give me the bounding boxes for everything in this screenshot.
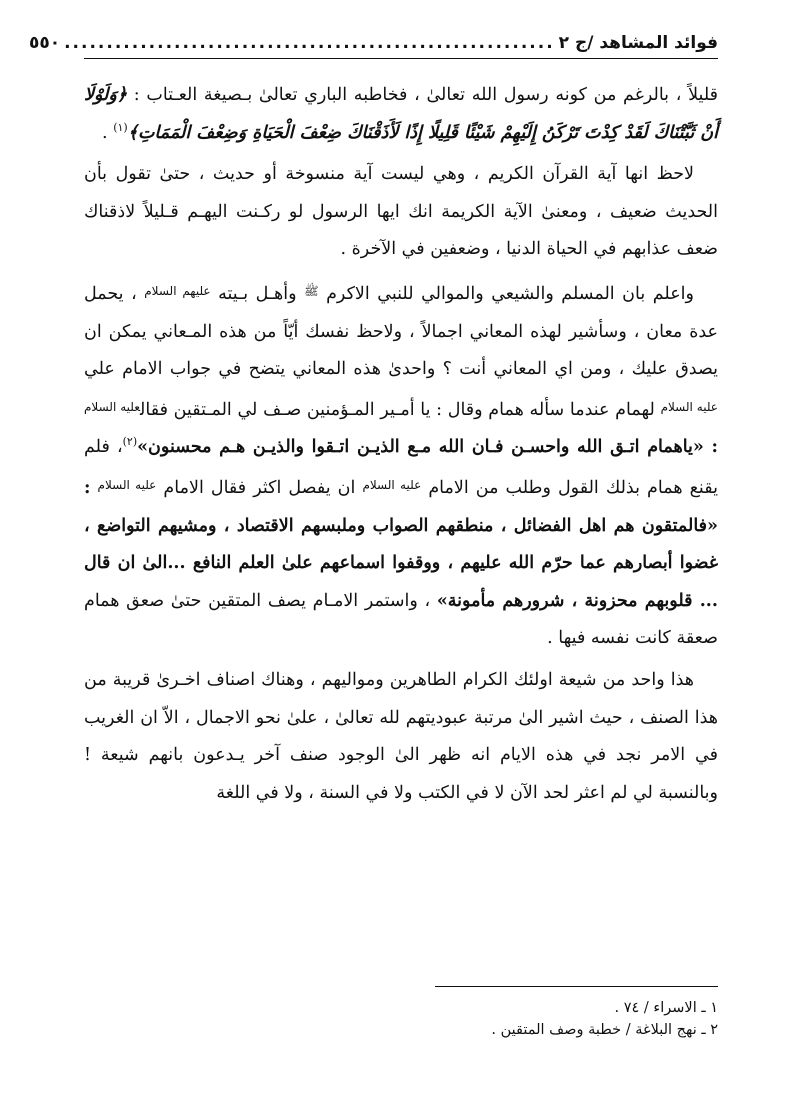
imam-honorific: عليه السلام [660, 399, 718, 414]
header-rule [84, 58, 718, 59]
prophet-honorific: ﷺ [304, 283, 319, 298]
imam-honorific: عليه السلام [362, 477, 422, 492]
paragraph-3-part-f: ، فلم يقنع همام بذلك القول وطلب من الامام [84, 437, 718, 498]
header-leader-dots: .......................................................... [64, 33, 555, 53]
body-text [84, 77, 718, 812]
ahl-bayt-honorific: عليهم السلام [144, 283, 211, 298]
page-header [28, 30, 718, 56]
quran-verse: ﴿وَلَوْلَا أَنْ ثَبَّتْنَاكَ لَقَدْ كِدْتَ تَرْكَنُ إِلَيْهِمْ شَيْئًا قَلِيلًا إِذًا لَأَذَقْنَاكَ ضِعْفَ الْحَيَاةِ وَضِعْفَ الْمَمَاتِ﴾ [84, 85, 718, 143]
footnote-2: ٢ ـ نهج البلاغة / خطبة وصف المتقين . [491, 1022, 718, 1038]
paragraph-1-end: . [102, 122, 114, 143]
footnotes [84, 986, 718, 1041]
page-number: ٥٥٠ [28, 33, 61, 53]
paragraph-3-part-c: ، يحمل عدة معان ، وسأشير لهذه المعاني اجمالاً ، ولاحظ نفسك أيّاً من هذه المـعاني يمكن ان يصدق عليك ، ومن اي المعاني أنت ؟ واحدىٰ هذه المعاني يتضح في جواب الامام علي [84, 283, 718, 380]
paragraph-3 [84, 273, 718, 658]
hadith-quote-1: : «ياهمام اتـق الله واحسـن فـان الله مـع الذيـن اتـقوا والذيـن هـم محسنون» [137, 437, 718, 458]
paragraph-3-part-d: لهمام عندما سأله همام وقال : يا أمـير المـؤمنين صـف لي المـتقين فقال [140, 399, 655, 420]
imam-honorific: عليه السلام [97, 477, 157, 492]
imam-honorific: عليه السلام [84, 399, 141, 414]
paragraph-1-intro: قليلاً ، بالرغم من كونه رسول الله تعالىٰ ، فخاطبه الباري تعالىٰ بـصيغة العـتاب : [133, 85, 718, 105]
footnote-rule [435, 986, 718, 987]
paragraph-4: هذا واحد من شيعة اولئك الكرام الطاهرين ومواليهم ، وهناك اصناف اخـرىٰ قريبة من هذا الصنف ، حيث اشير الىٰ مرتبة عبوديتهم لله تعالىٰ ، علىٰ نحو الاجمال ، الاّ ان الغريب في الامر نجد في هذه الايام انه ظهر الىٰ الوجود صنف آخر يـدعون بانهم شيعة ! وبالنسبة لي لم اعثر لحد الآن لا في الكتب ولا في السنة ، ولا في اللغة [84, 669, 718, 803]
paragraph-3-part-i: ، واستمر الامـام يصف المتقين حتىٰ صعق همام صعقة كانت نفسه فيها . [84, 590, 718, 649]
paragraph-2: لاحظ انها آية القرآن الكريم ، وهي ليست آية منسوخة أو حديث ، حتىٰ تقول بأن الحديث ضعيف ، ومعنىٰ الآية الكريمة انك ايها الرسول لو ركـنت اليهـم قـليلاً لاذقناك ضعف عذابهم في الحياة الدنيا ، وضعفين في الآخرة . [84, 164, 718, 260]
footnote-ref-2: (٢) [122, 435, 138, 449]
paragraph-3-part-b: وأهـل بـيته [218, 283, 297, 304]
paragraph-3-part-g: ان يفصل اكثر فقال الامام [163, 477, 356, 498]
paragraph-3-part-a: واعلم بان المسلم والشيعي والموالي للنبي الاكرم [326, 283, 694, 304]
hadith-quote-2: : «فالمتقون هم اهل الفضائل ، منطقهم الصواب وملبسهم الاقتصاد ، ومشيهم التواضع ، غضوا أبصارهم عما حرّم الله عليهم ، ووقفوا اسماعهم علىٰ العلم النافع ...الىٰ ان قال ... قلوبهم محزونة ، شرورهم مأمونة» [84, 477, 718, 611]
footnote-1: ١ ـ الاسراء / ٧٤ . [614, 1000, 718, 1016]
book-page [28, 30, 718, 1090]
running-title: فوائد المشاهد /ج ٢ [558, 33, 718, 53]
paragraph-1 [84, 77, 718, 152]
footnote-ref-1: (١) [113, 120, 128, 134]
